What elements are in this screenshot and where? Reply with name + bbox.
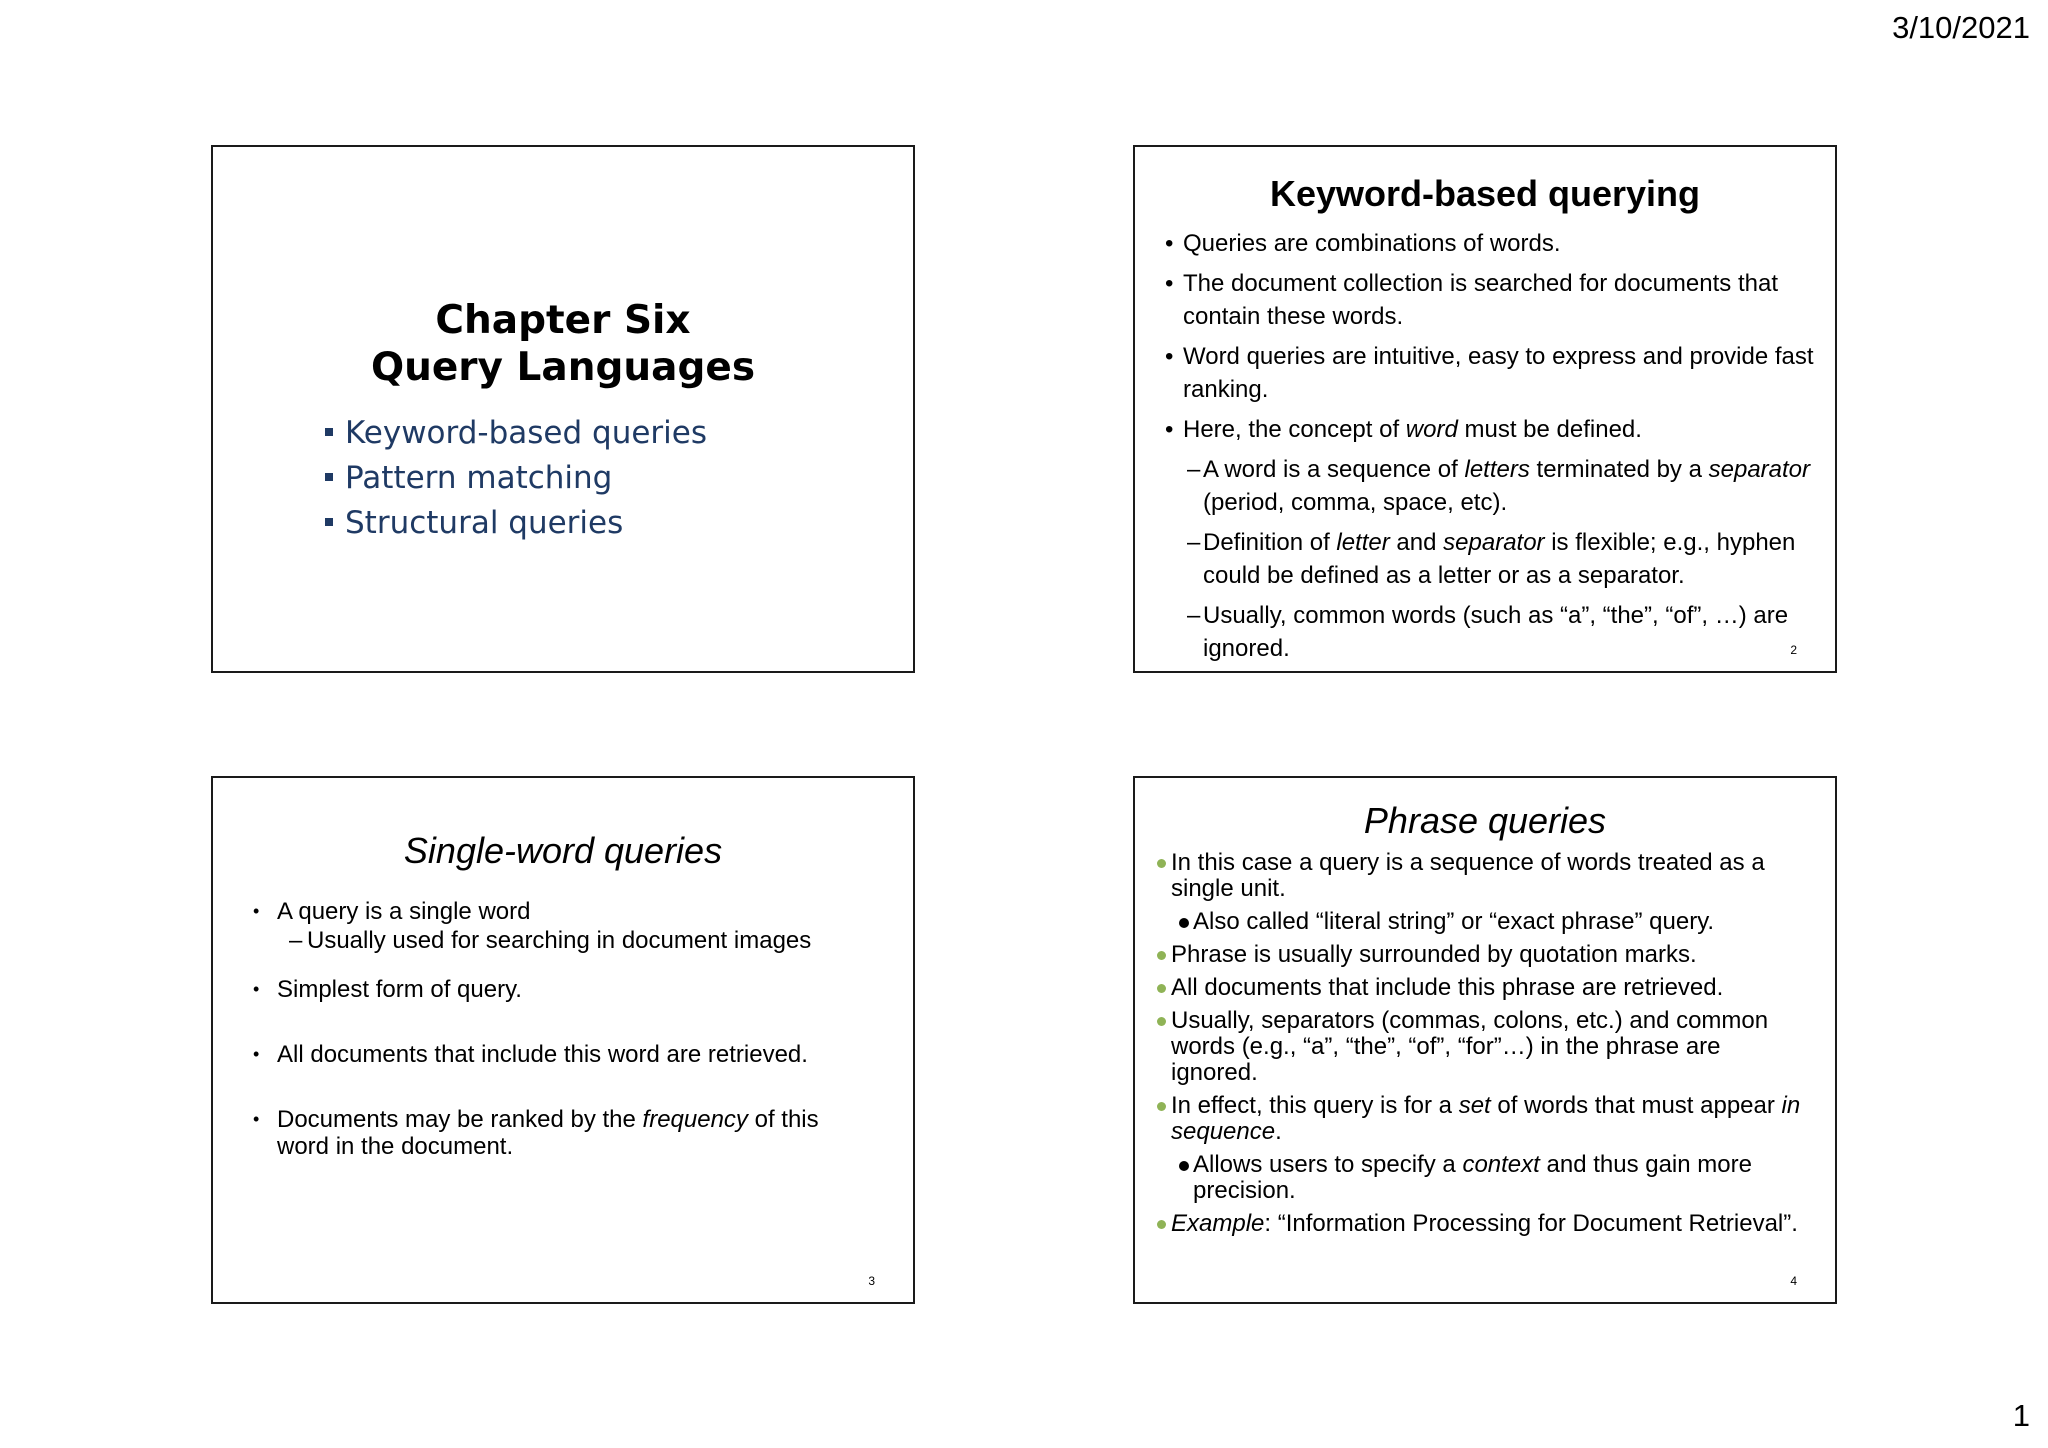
bullet-item	[1157, 975, 1807, 1001]
slide-number: 4	[1790, 1274, 1797, 1288]
bullet-text: Phrase is usually surrounded by quotation marks.	[1171, 941, 1697, 968]
page-number: 1	[2012, 1398, 2030, 1433]
green-bullet-icon	[1157, 1017, 1166, 1026]
bullet-item: • Queries are combinations of words.	[1165, 230, 1561, 257]
chapter-title-line2: Query Languages	[370, 345, 756, 390]
sub-bullet-text: Usually used for searching in document images	[307, 927, 812, 954]
topic-label: Keyword-based queries	[345, 415, 707, 451]
chapter-title	[213, 297, 913, 391]
slide-body	[253, 898, 873, 1160]
bullet-item: • Simplest form of query.	[253, 976, 522, 1003]
bullet-item	[1157, 850, 1807, 902]
bullet-item: • The document collection is searched for documents that contain these words.	[1165, 270, 1778, 330]
topic-item	[325, 501, 707, 546]
bullet-text: A query is a single word	[277, 898, 531, 925]
sub-bullet-item: Allows users to specify a context and thus gain more precision.	[1157, 1152, 1807, 1204]
sub-bullet-item: – A word is a sequence of letters terminated by a separator (period, comma, space, etc).	[1187, 456, 1811, 516]
bullet-text: All documents that include this word are retrieved.	[277, 1041, 808, 1068]
topic-item	[325, 411, 707, 456]
bullet-item: Example: “Information Processing for Document Retrieval”.	[1157, 1211, 1807, 1237]
sub-bullet-item: – Usually, common words (such as “a”, “the”, “of”, …) are ignored.	[1187, 602, 1789, 662]
sub-bullet-text: Usually, common words (such as “a”, “the”, “of”, …) are ignored.	[1203, 602, 1789, 662]
green-bullet-icon	[1157, 984, 1166, 993]
slide-4	[1133, 776, 1837, 1304]
bullet-item: In effect, this query is for a set of words that must appear in sequence.	[1157, 1093, 1807, 1145]
bullet-item: • Here, the concept of word must be defined.	[1165, 416, 1642, 443]
page-date: 3/10/2021	[1892, 10, 2030, 45]
sub-bullet-item	[1157, 909, 1807, 935]
slide-number: 3	[868, 1274, 875, 1288]
topic-item	[325, 456, 707, 501]
slide-body	[1157, 850, 1807, 1244]
bullet-text: The document collection is searched for documents that contain these words.	[1183, 270, 1778, 330]
square-bullet-icon	[325, 518, 333, 526]
slide-title: Phrase queries	[1363, 800, 1607, 841]
black-bullet-icon	[1179, 1161, 1189, 1171]
green-bullet-icon	[1157, 1102, 1166, 1111]
chapter-title-line1: Chapter Six	[435, 298, 691, 343]
bullet-text: Word queries are intuitive, easy to express and provide fast ranking.	[1183, 343, 1814, 403]
square-bullet-icon	[325, 473, 333, 481]
slide-1	[211, 145, 915, 673]
black-bullet-icon	[1179, 918, 1189, 928]
green-bullet-icon	[1157, 951, 1166, 960]
slide-3	[211, 776, 915, 1304]
bullet-item: • A query is a single word	[253, 898, 531, 925]
bullet-item	[1157, 942, 1807, 968]
bullet-item: • All documents that include this word are retrieved.	[253, 1041, 808, 1068]
sub-bullet-text: Also called “literal string” or “exact phrase” query.	[1193, 908, 1715, 935]
slide-title: Keyword-based querying	[1269, 173, 1701, 214]
topic-label: Pattern matching	[345, 460, 613, 496]
topic-list	[325, 411, 707, 546]
bullet-text: In this case a query is a sequence of words treated as a single unit.	[1171, 849, 1765, 902]
bullet-text: All documents that include this phrase are retrieved.	[1171, 974, 1724, 1001]
bullet-item: • Word queries are intuitive, easy to express and provide fast ranking.	[1165, 343, 1814, 403]
square-bullet-icon	[325, 428, 333, 436]
slide-body	[1165, 227, 1815, 672]
bullet-item: • Documents may be ranked by the frequency of this word in the document.	[253, 1106, 819, 1160]
slide-title: Single-word queries	[403, 830, 723, 871]
sub-bullet-item: – Definition of letter and separator is flexible; e.g., hyphen could be defined as a letter or as a separator.	[1187, 529, 1796, 589]
green-bullet-icon	[1157, 1220, 1166, 1229]
bullet-text: Usually, separators (commas, colons, etc.) and common words (e.g., “a”, “the”, “of”, “for”…) in the phrase are ignored.	[1171, 1007, 1769, 1086]
slide-2	[1133, 145, 1837, 673]
bullet-text: Queries are combinations of words.	[1183, 230, 1561, 257]
topic-label: Structural queries	[345, 505, 624, 541]
slide-number: 2	[1790, 643, 1797, 657]
sub-bullet-item: – Usually used for searching in document images	[289, 927, 812, 954]
green-bullet-icon	[1157, 859, 1166, 868]
bullet-item	[1157, 1008, 1807, 1086]
bullet-text: Simplest form of query.	[277, 976, 522, 1003]
